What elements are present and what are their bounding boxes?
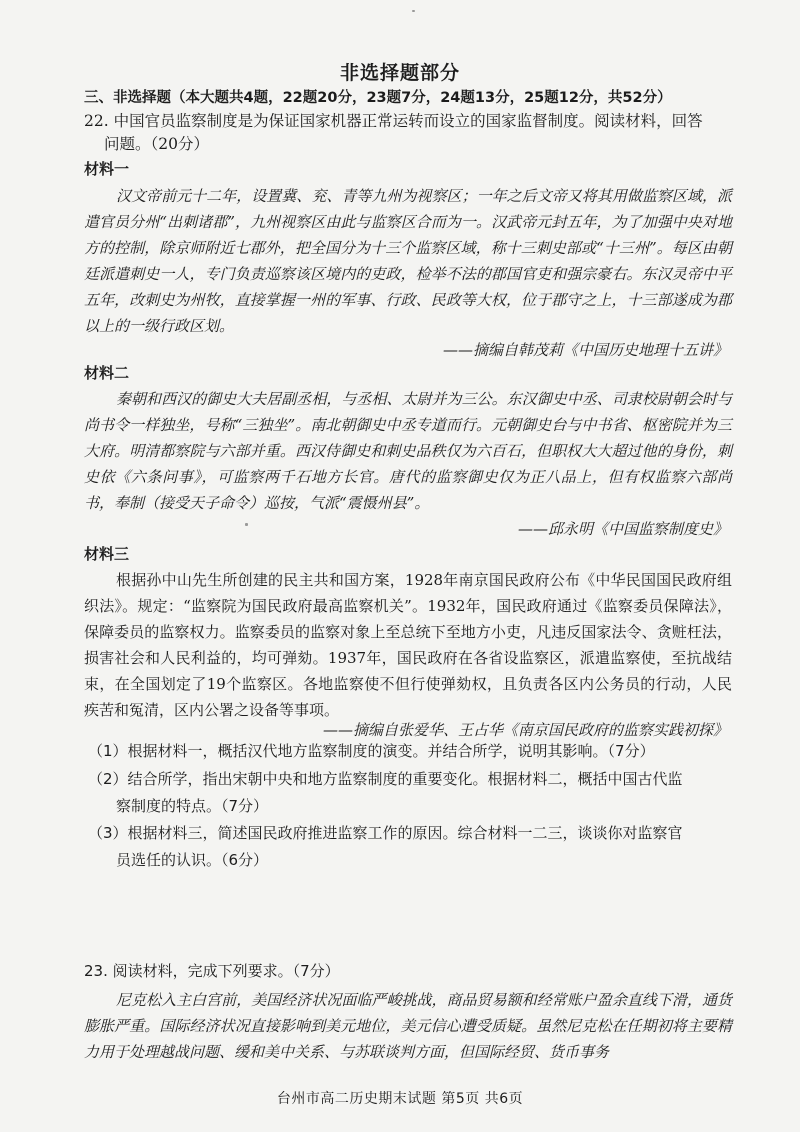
subquestion-3-line2: 员选任的认识。（6分） [116,851,269,869]
material1-text: 汉文帝前元十二年，设置冀、兖、青等九州为视察区；一年之后文帝又将其用做监察区域，派遣官员分州“出刺诸郡”，九州视察区由此与监察区合而为一。汉武帝元封五年，为了加强中央对地方的控制，除京师附近七郡外，把全国分为十三个监察区域，称十三刺史部或“十三州”。每区由朝廷派遣刺史一人，专门负责巡察该区境内的吏政，检举不法的郡国官吏和强宗豪右。东汉灵帝中平五年，改刺史为州牧，直接掌握一州的军事、行政、民政等大权，位于郡守之上，十三部遂成为郡以上的一级行政区划。 [84,187,732,335]
material3-text: 根据孙中山先生所创建的民主共和国方案，1928年南京国民政府公布《中华民国国民政府组织法》。规定：“监察院为国民政府最高监察机关”。1932年，国民政府通过《监察委员保障法》，保障委员的监察权力。监察委员的监察对象上至总统下至地方小吏，凡违反国家法令、贪赃枉法，损害社会和人民利益的，均可弹劾。1937年，国民政府在各省设监察区，派遣监察使，至抗战结束，在全国划定了19个监察区。各地监察使不但行使弹劾权，且负责各区内公务员的行动，人民疾苦和冤清，区内公署之设备等事项。 [84,571,732,719]
question-23-heading: 23. 阅读材料，完成下列要求。（7分） [84,962,340,980]
subquestion-2-line2: 察制度的特点。（7分） [116,797,269,815]
material2-source: ——邱永明《中国监察制度史》 [517,520,728,538]
subquestion-3 [88,820,738,874]
question-22-line2: 问题。（20分） [104,135,209,153]
material3-label: 材料三 [84,545,130,563]
question-22-prompt [84,110,734,156]
subquestion-1: （1）根据材料一，概括汉代地方监察制度的演变。并结合所学，说明其影响。（7分） [88,742,655,760]
subquestion-2-line1: （2）结合所学，指出宋朝中央和地方监察制度的重要变化。根据材料二，概括中国古代监 [88,770,683,788]
page-footer: 台州市高二历史期末试题 第5页 共6页 [276,1091,524,1107]
question-22-line1: 22. 中国官员监察制度是为保证国家机器正常运转而设立的国家监督制度。阅读材料，回答 [84,112,703,130]
scan-speck [412,10,415,12]
section-header: 三、非选择题（本大题共4题，22题20分，23题7分，24题13分，25题12分，共52分） [84,90,672,106]
material3-source: ——摘编自张爱华、王占华《南京国民政府的监察实践初探》 [322,721,728,739]
material1-label: 材料一 [84,160,130,178]
question-23-text: 尼克松入主白宫前，美国经济状况面临严峻挑战，商品贸易额和经常账户盈余直线下滑，通货膨胀严重。国际经济状况直接影响到美元地位，美元信心遭受质疑。虽然尼克松在任期初将主要精力用于处理越战问题、缓和美中关系、与苏联谈判方面，但国际经贸、货币事务 [84,991,732,1061]
scan-speck [245,523,248,526]
page-title: 非选择题部分 [339,62,460,84]
material1-source: ——摘编自韩茂莉《中国历史地理十五讲》 [442,341,728,359]
material2-label: 材料二 [84,364,130,382]
subquestion-3-line1: （3）根据材料三，简述国民政府推进监察工作的原因。综合材料一二三，谈谈你对监察官 [88,824,683,842]
material2-text: 秦朝和西汉的御史大夫居副丞相，与丞相、太尉并为三公。东汉御史中丞、司隶校尉朝会时与尚书令一样独坐，号称“三独坐”。南北朝御史中丞专道而行。元朝御史台与中书省、枢密院并为三大府。明清都察院与六部并重。西汉侍御史和刺史品秩仅为六百石，但职权大大超过他的身份，刺史依《六条问事》，可监察两千石地方长官。唐代的监察御史仅为正八品上，但有权监察六部尚书，奉制（接受天子命令）巡按，气派“震慑州县”。 [84,390,732,512]
subquestion-2 [88,766,738,820]
